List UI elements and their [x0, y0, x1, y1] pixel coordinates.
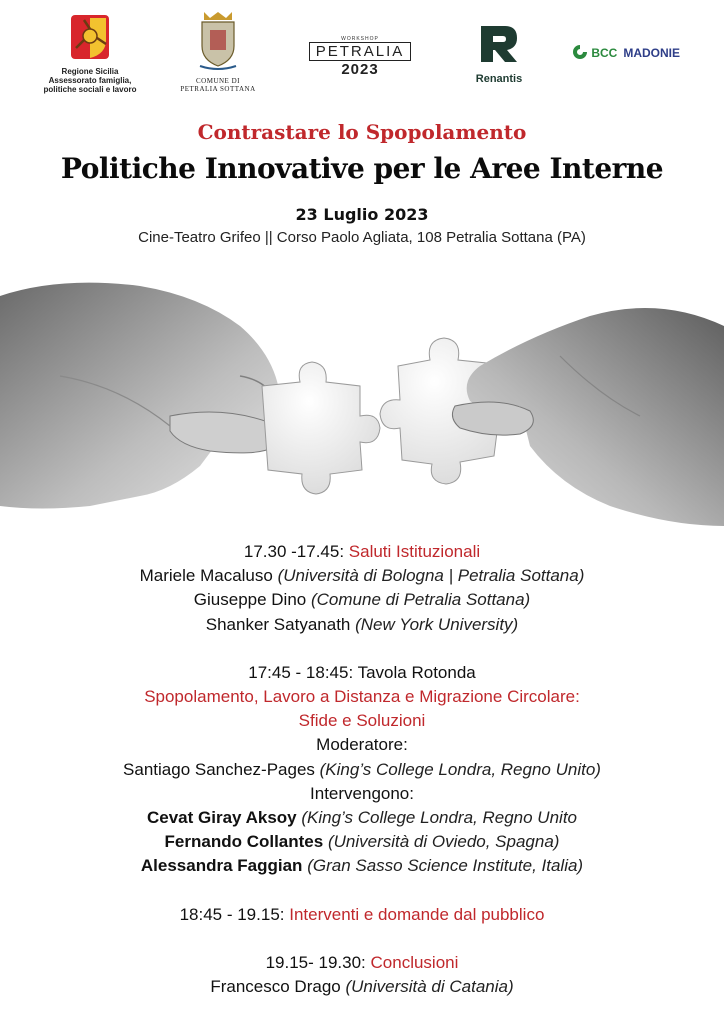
session-2-title-line-1: Spopolamento, Lavoro a Distanza e Migrazione Circolare:: [144, 687, 580, 707]
comune-name: PETRALIA SOTTANA: [180, 85, 256, 93]
speaker-name: Fernando Collantes: [164, 832, 324, 852]
session-3-header: [0, 903, 724, 927]
event-subtitle: Contrastare lo Spopolamento: [197, 120, 527, 144]
speaker-name: Francesco Drago: [210, 977, 341, 997]
regione-sicilia-text: Regione Sicilia Assessorato famiglia, politiche sociali e lavoro: [43, 67, 137, 94]
bcc-text: BCC: [591, 46, 618, 60]
speaker-row: [0, 830, 724, 854]
workshop-tag: WORKSHOP: [341, 36, 379, 42]
speaker-name: Giuseppe Dino: [193, 590, 307, 610]
moderator-name: Santiago Sanchez-Pages: [123, 759, 315, 779]
renantis-r-icon: [477, 22, 521, 66]
speaker-affiliation: (Università di Bologna | Petralia Sottana): [277, 566, 585, 586]
regione-sicilia-logo: [40, 14, 140, 94]
workshop-petralia-logo: [305, 36, 415, 78]
speaker-row: [0, 613, 724, 637]
logo-bar: [0, 0, 724, 110]
trinacria-icon: [70, 14, 110, 60]
session-1-time: 17.30 -17.45:: [243, 542, 349, 561]
event-venue: Cine-Teatro Grifeo || Corso Paolo Agliata, 108 Petralia Sottana (PA): [138, 229, 586, 246]
session-4-time: 19.15- 19.30:: [265, 952, 371, 972]
bcc-mark-icon: [572, 44, 588, 60]
speaker-affiliation: (New York University): [355, 614, 519, 634]
speaker-affiliation: (Comune di Petralia Sottana): [310, 590, 531, 610]
speakers-label: Intervengono:: [310, 783, 414, 803]
comune-petralia-logo: [178, 10, 258, 93]
workshop-name: PETRALIA: [309, 42, 412, 61]
speaker-affiliation: (Università di Oviedo, Spagna): [327, 832, 560, 852]
speaker-row: [0, 588, 724, 612]
speaker-name: Mariele Macaluso: [139, 566, 273, 586]
madonie-text: MADONIE: [623, 46, 681, 60]
speaker-affiliation: (King’s College Londra, Regno Unito: [301, 808, 577, 828]
workshop-year: 2023: [341, 61, 379, 78]
session-4-header: [0, 951, 724, 975]
renantis-logo: [460, 22, 538, 85]
speaker-affiliation: (Università di Catania): [345, 977, 514, 997]
session-3-title: Interventi e domande dal pubblico: [289, 904, 545, 924]
speaker-affiliation: (Gran Sasso Science Institute, Italia): [307, 856, 584, 876]
session-1-title: Saluti Istituzionali: [348, 542, 481, 561]
comune-small: COMUNE DI: [196, 77, 240, 85]
session-2-title-line-2: Sfide e Soluzioni: [298, 711, 426, 731]
bcc-madonie-logo: [572, 44, 697, 60]
program: [0, 540, 724, 999]
hands-puzzle-image: [0, 256, 724, 536]
speaker-row: [0, 564, 724, 588]
renantis-text: Renantis: [475, 73, 523, 85]
session-1-header: [0, 540, 724, 564]
speaker-row: [0, 854, 724, 878]
speaker-row: [0, 975, 724, 999]
speaker-name: Cevat Giray Aksoy: [147, 808, 297, 828]
moderator-label: Moderatore:: [316, 735, 408, 755]
session-4-title: Conclusioni: [370, 952, 459, 972]
speaker-name: Shanker Satyanath: [205, 614, 351, 634]
speaker-name: Alessandra Faggian: [140, 856, 303, 876]
event-date: 23 Luglio 2023: [295, 205, 429, 224]
event-title: Politiche Innovative per le Aree Interne: [60, 152, 664, 185]
session-3-time: 18:45 - 19.15:: [179, 904, 290, 924]
moderator-affiliation: (King’s College Londra, Regno Unito): [319, 759, 601, 779]
session-2-header: 17:45 - 18:45: Tavola Rotonda: [248, 662, 476, 682]
speaker-row: [0, 758, 724, 782]
speaker-row: [0, 806, 724, 830]
coat-of-arms-icon: [196, 10, 240, 72]
